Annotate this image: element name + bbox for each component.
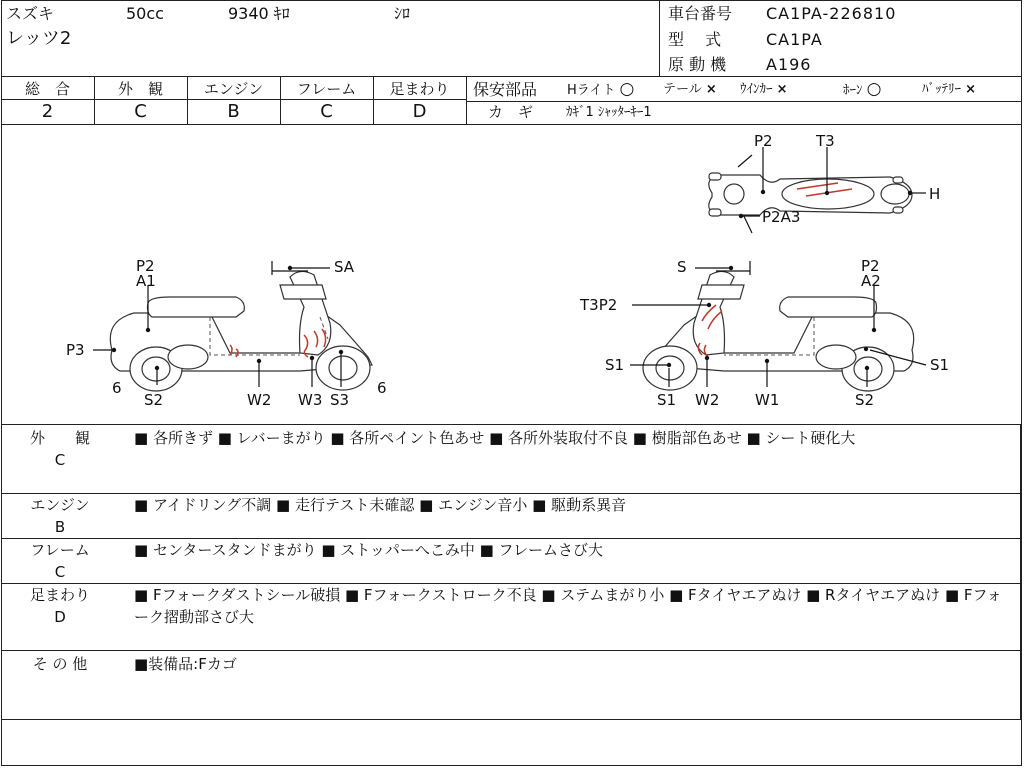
- remarks-bottom-line: [1, 719, 1022, 720]
- safety-headlight-name: Hライト: [567, 83, 616, 98]
- model-name: レッツ2: [6, 28, 72, 49]
- frame-number-label: 車台番号: [668, 4, 733, 23]
- label-left-p2: P2: [136, 257, 155, 275]
- grade-engine-label: エンジン: [203, 80, 264, 98]
- model-code: CA1PA: [766, 30, 823, 49]
- label-right-s1-bottom: S1: [657, 391, 677, 409]
- label-left-s3: S3: [330, 391, 350, 409]
- grade-engine-value: B: [227, 101, 240, 122]
- grade-suspension-value: D: [412, 101, 427, 122]
- frame-number: CA1PA-226810: [766, 4, 897, 23]
- label-top-p2: P2: [754, 132, 773, 150]
- safety-tail-name: テール: [663, 82, 702, 97]
- grade-exterior-label: 外 観: [117, 80, 163, 98]
- scooter-diagram: [0, 125, 1024, 425]
- remark-text-engine: ■ アイドリング不調 ■ 走行テスト未確認 ■ エンジン音小 ■ 駆動系異音: [134, 496, 627, 514]
- safety-horn-mark: ○: [866, 79, 882, 99]
- remark-grade: C: [54, 563, 66, 581]
- grade-overall-value: 2: [41, 101, 54, 122]
- label-left-w2: W2: [247, 391, 272, 409]
- remark-category: 足まわり: [29, 586, 90, 604]
- remark-category: 外 観: [29, 429, 90, 447]
- remark-category: フレーム: [30, 541, 90, 559]
- remark-row-engine: [0, 494, 1022, 538]
- header-bottom-line: [1, 76, 1022, 77]
- remark-category: エンジン: [30, 496, 90, 514]
- key-value: ｶｷﾞ1 ｼｬｯﾀｰｷｰ1: [566, 105, 652, 120]
- safety-winker: [740, 82, 788, 97]
- label-left-w3: W3: [298, 391, 323, 409]
- grade-exterior-value: C: [134, 101, 147, 122]
- label-left-a1: A1: [136, 272, 156, 290]
- grade-frame-value: C: [320, 101, 333, 122]
- remark-grade: C: [54, 451, 66, 469]
- safety-battery-mark: ×: [965, 82, 977, 97]
- remark-text-frame: ■ センタースタンドまがり ■ ストッパーへこみ中 ■ フレームさび大: [134, 541, 603, 559]
- top-view-scooter: [709, 132, 940, 233]
- grades-mid-line: [1, 99, 467, 100]
- safety-headlight-mark: ○: [619, 79, 635, 99]
- grade-divider: [466, 76, 467, 124]
- remark-grade: D: [54, 608, 66, 626]
- remark-grade: B: [54, 518, 66, 536]
- remark-label-other: [0, 653, 120, 675]
- label-top-p2a3: P2A3: [762, 208, 801, 226]
- safety-battery: [922, 82, 976, 97]
- label-right-p2: P2: [861, 257, 880, 275]
- right-view-scooter: [579, 257, 949, 409]
- safety-horn-name: ﾎｰﾝ: [843, 83, 863, 98]
- remark-label-frame: [0, 539, 120, 583]
- grade-frame-label: フレーム: [296, 80, 357, 98]
- label-left-6b: 6: [377, 379, 387, 397]
- grade-suspension-label: 足まわり: [389, 80, 450, 98]
- remark-row-exterior: [0, 425, 1022, 493]
- remark-row-frame: [0, 539, 1022, 583]
- safety-winker-name: ｳｲﾝｶｰ: [740, 82, 773, 97]
- remark-text-other: ■装備品:Fカゴ: [134, 655, 237, 673]
- remark-label-engine: [0, 494, 120, 538]
- label-right-a2: A2: [861, 272, 881, 290]
- remark-category: そ の 他: [32, 655, 88, 673]
- label-right-w1: W1: [755, 391, 780, 409]
- safety-headlight: [567, 79, 635, 99]
- label-right-w2: W2: [695, 391, 720, 409]
- maker: スズキ: [6, 4, 55, 23]
- key-label: カ ギ: [488, 103, 534, 121]
- remark-label-suspension: [0, 584, 120, 628]
- remark-row-suspension: [0, 584, 1022, 650]
- safety-horn: [843, 79, 882, 99]
- label-left-p3: P3: [66, 341, 85, 359]
- displacement: 50cc: [126, 4, 164, 23]
- remark-label-exterior: [0, 427, 120, 471]
- label-left-s2: S2: [144, 391, 164, 409]
- label-right-s1-left: S1: [605, 356, 625, 374]
- remark-text-exterior: ■ 各所きず ■ レバーまがり ■ 各所ペイント色あせ ■ 各所外装取付不良 ■ 樹脂部色あせ ■ シート硬化大: [134, 429, 856, 447]
- engine-code: A196: [766, 55, 812, 74]
- label-right-t3p2: T3P2: [580, 296, 618, 314]
- safety-tail: [663, 82, 717, 97]
- label-right-s1-right: S1: [930, 356, 950, 374]
- color: ｼﾛ: [394, 4, 411, 23]
- label-left-sa: SA: [334, 258, 355, 276]
- safety-winker-mark: ×: [776, 82, 788, 97]
- remark-row-other: [0, 651, 1022, 719]
- safety-label: 保安部品: [473, 80, 538, 99]
- key-row-line: [467, 101, 1022, 102]
- remark-text-suspension: ■ Fフォークダストシール破損 ■ Fフォークストローク不良 ■ ステムまがり小 ■ Fタイヤエアぬけ ■ Rタイヤエアぬけ ■ Fフォーク摺動部さび大: [134, 586, 1002, 626]
- grade-overall-label: 総 合: [24, 80, 70, 98]
- left-view-scooter: [66, 257, 387, 409]
- safety-tail-mark: ×: [705, 82, 717, 97]
- safety-battery-name: ﾊﾞｯﾃﾘｰ: [922, 82, 961, 97]
- label-top-t3: T3: [816, 132, 835, 150]
- mileage: 9340 ｷﾛ: [228, 4, 290, 23]
- label-top-h: H: [929, 185, 941, 203]
- label-right-s2: S2: [855, 391, 875, 409]
- engine-label: 原 動 機: [668, 55, 727, 74]
- header-divider: [659, 0, 660, 76]
- label-left-6a: 6: [112, 379, 122, 397]
- model-label: 型 式: [668, 30, 722, 49]
- label-right-s: S: [677, 258, 687, 276]
